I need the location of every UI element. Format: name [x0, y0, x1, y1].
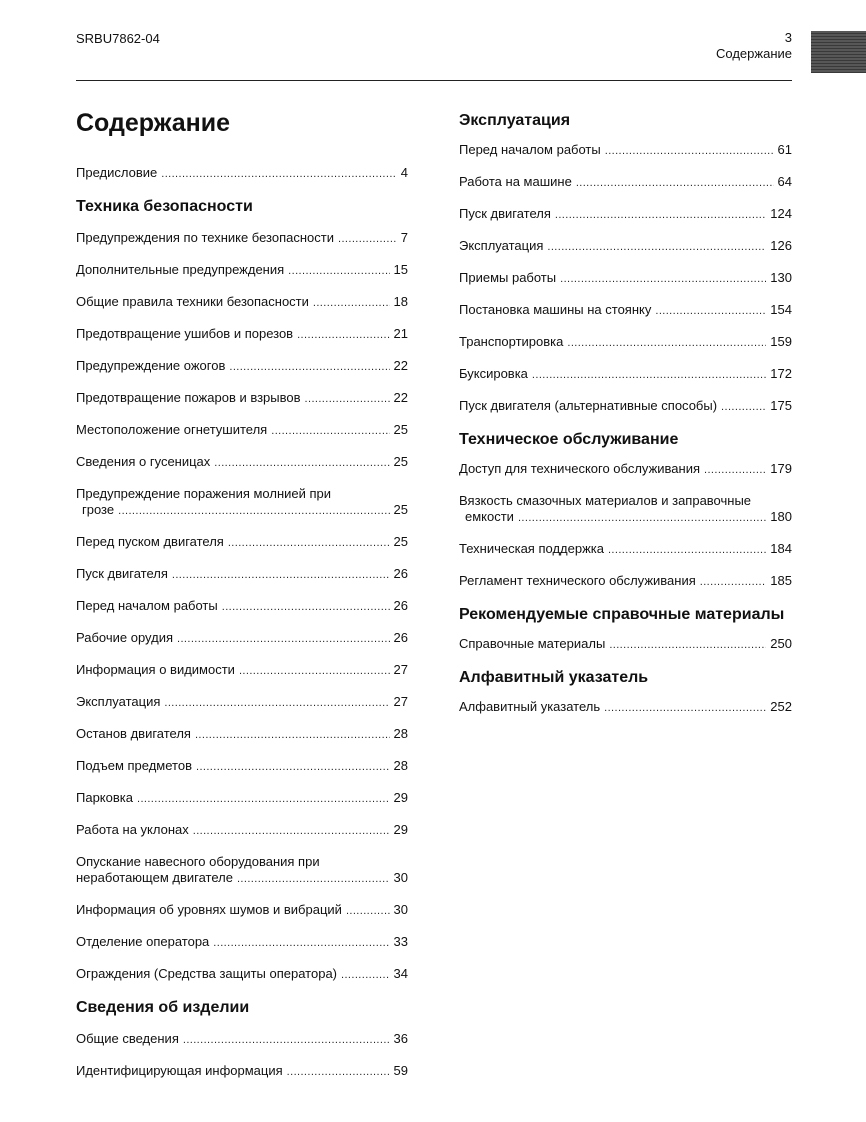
toc-entry[interactable]	[76, 422, 408, 439]
toc-entry[interactable]	[459, 270, 792, 287]
toc-entry[interactable]	[459, 699, 792, 716]
page-number: 3	[784, 30, 792, 45]
toc-entry-page: 130	[770, 270, 792, 285]
toc-entry[interactable]	[459, 461, 792, 478]
toc-entry-page: 27	[393, 662, 408, 677]
toc-entry-text: Техническая поддержка	[459, 541, 604, 556]
toc-entry-page: 184	[770, 541, 792, 556]
toc-entry[interactable]	[459, 493, 792, 526]
toc-entry-text: Информация об уровнях шумов и вибраций	[76, 902, 342, 917]
toc-entry-page: 22	[393, 390, 408, 405]
toc-entry[interactable]	[76, 326, 408, 343]
document-code: SRBU7862-04	[76, 31, 160, 46]
dot-leader	[576, 175, 774, 191]
toc-entry-text: Алфавитный указатель	[459, 699, 601, 714]
toc-entry-text: Дополнительные предупреждения	[76, 262, 285, 277]
toc-entry-page: 175	[770, 398, 792, 413]
toc-entry-text: Предупреждения по технике безопасности	[76, 230, 334, 245]
toc-list-product	[76, 1031, 408, 1080]
toc-entry-page: 25	[393, 534, 408, 549]
running-title: Содержание	[716, 46, 792, 61]
toc-entry-text: Перед пуском двигателя	[76, 534, 224, 549]
toc-entry-text: Отделение оператора	[76, 934, 210, 949]
toc-entry-page: 25	[393, 422, 408, 437]
toc-entry[interactable]	[76, 662, 408, 679]
toc-entry-text: Ограждения (Средства защиты оператора)	[76, 966, 338, 981]
toc-entry-page: 18	[393, 294, 408, 309]
section-heading-safety: Техника безопасности	[76, 198, 253, 215]
toc-list-reference	[459, 636, 792, 653]
toc-entry-text: Работа на машине	[459, 174, 572, 189]
toc-entry-text-line1: Предупреждение поражения молнией при	[76, 486, 332, 501]
toc-entry[interactable]	[76, 454, 408, 471]
dot-leader	[177, 631, 390, 647]
toc-entry-text-line2: грозе	[82, 502, 115, 517]
toc-entry-text: Парковка	[76, 790, 133, 805]
dot-leader	[700, 574, 767, 590]
toc-right-column	[459, 111, 792, 731]
toc-list-maintenance	[459, 461, 792, 590]
dot-leader	[704, 462, 766, 478]
toc-entry[interactable]	[459, 206, 792, 223]
toc-entry[interactable]	[76, 390, 408, 407]
header-divider	[76, 80, 792, 81]
toc-entry[interactable]	[76, 822, 408, 839]
toc-entry-page: 29	[393, 790, 408, 805]
toc-entry[interactable]	[76, 902, 408, 919]
dot-leader	[164, 695, 389, 711]
toc-entry[interactable]	[459, 636, 792, 653]
dot-leader	[567, 335, 766, 351]
toc-entry[interactable]	[76, 230, 408, 247]
dot-leader	[213, 935, 389, 951]
toc-entry-text: Предисловие	[76, 165, 158, 180]
toc-list-safety	[76, 230, 408, 983]
toc-entry-text: Буксировка	[459, 366, 528, 381]
dot-leader	[305, 391, 390, 407]
dot-leader	[287, 1064, 390, 1080]
toc-entry-page: 27	[393, 694, 408, 709]
toc-entry-page: 185	[770, 573, 792, 588]
dot-leader	[228, 535, 390, 551]
toc-entry[interactable]	[76, 1063, 408, 1080]
toc-entry-page: 26	[393, 598, 408, 613]
toc-entry[interactable]	[76, 694, 408, 711]
dot-leader	[555, 207, 766, 223]
toc-entry[interactable]	[459, 302, 792, 319]
toc-entry[interactable]	[76, 262, 408, 279]
toc-entry[interactable]	[459, 334, 792, 351]
toc-entry-text: Эксплуатация	[459, 238, 544, 253]
section-heading-index: Алфавитный указатель	[459, 669, 649, 686]
toc-entry[interactable]	[459, 238, 792, 255]
dot-leader	[609, 637, 766, 653]
toc-entry-text: Общие сведения	[76, 1031, 179, 1046]
toc-entry-text: Информация о видимости	[76, 662, 235, 677]
dot-leader	[172, 567, 390, 583]
toc-entry-text: Работа на уклонах	[76, 822, 189, 837]
dot-leader	[229, 359, 389, 375]
toc-entry-page: 25	[393, 502, 408, 517]
toc-entry-page: 22	[393, 358, 408, 373]
toc-entry-text: Подъем предметов	[76, 758, 192, 773]
toc-entry-page: 25	[393, 454, 408, 469]
toc-entry[interactable]	[76, 534, 408, 551]
toc-entry-text: Рабочие орудия	[76, 630, 174, 645]
toc-entry-page: 7	[400, 230, 408, 245]
toc-entry[interactable]	[76, 934, 408, 951]
toc-entry-page: 34	[393, 966, 408, 981]
dot-leader	[341, 967, 390, 983]
toc-entry[interactable]	[76, 1031, 408, 1048]
toc-entry-text: Пуск двигателя	[459, 206, 551, 221]
toc-entry-text: Предупреждение ожогов	[76, 358, 226, 373]
toc-entry-page: 154	[770, 302, 792, 317]
dot-leader	[338, 231, 397, 247]
toc-entry[interactable]	[76, 294, 408, 311]
toc-entry-page: 250	[770, 636, 792, 651]
toc-entry-text: Предотвращение ушибов и порезов	[76, 326, 294, 341]
toc-entry-page: 28	[393, 758, 408, 773]
dot-leader	[313, 295, 390, 311]
toc-entry[interactable]	[76, 854, 408, 887]
toc-list-operation	[459, 142, 792, 415]
toc-entry-text: Пуск двигателя (альтернативные способы)	[459, 398, 718, 413]
dot-leader	[161, 166, 397, 182]
toc-entry[interactable]	[459, 366, 792, 383]
toc-entry-page: 30	[393, 902, 408, 917]
toc-entry-page: 26	[393, 566, 408, 581]
toc-entry-page: 179	[770, 461, 792, 476]
toc-entry-text: Сведения о гусеницах	[76, 454, 211, 469]
toc-entry-page: 33	[393, 934, 408, 949]
toc-entry[interactable]	[76, 758, 408, 775]
toc-entry[interactable]	[459, 142, 792, 159]
toc-entry-page: 15	[393, 262, 408, 277]
toc-left-column	[76, 107, 408, 1095]
toc-entry-page: 180	[770, 509, 792, 524]
toc-entry-page: 36	[393, 1031, 408, 1046]
section-heading-operation: Эксплуатация	[459, 112, 571, 129]
dot-leader	[118, 503, 389, 519]
toc-entry-page: 64	[777, 174, 792, 189]
toc-entry-text: Общие правила техники безопасности	[76, 294, 309, 309]
toc-entry-text: Доступ для технического обслуживания	[459, 461, 701, 476]
dot-leader	[518, 510, 766, 526]
toc-entry-text: Транспортировка	[459, 334, 564, 349]
dot-leader	[655, 303, 766, 319]
toc-entry[interactable]	[76, 566, 408, 583]
dot-leader	[214, 455, 389, 471]
toc-entry-page: 59	[393, 1063, 408, 1078]
dot-leader	[547, 239, 766, 255]
dot-leader	[196, 759, 390, 775]
toc-entry-page: 4	[400, 165, 408, 180]
toc-entry-text: Перед началом работы	[76, 598, 218, 613]
dot-leader	[288, 263, 389, 279]
toc-entry-text: Постановка машины на стоянку	[459, 302, 652, 317]
toc-entry[interactable]	[76, 726, 408, 743]
toc-entry-text: Приемы работы	[459, 270, 557, 285]
toc-entry-page: 61	[777, 142, 792, 157]
section-heading-reference: Рекомендуемые справочные материалы	[459, 606, 785, 623]
toc-entry[interactable]	[76, 358, 408, 375]
toc-entry-text: Останов двигателя	[76, 726, 191, 741]
toc-entry-text: Местоположение огнетушителя	[76, 422, 268, 437]
dot-leader	[237, 871, 390, 887]
toc-entry[interactable]	[459, 398, 792, 415]
dot-leader	[195, 727, 390, 743]
toc-entry-page: 172	[770, 366, 792, 381]
toc-entry[interactable]	[459, 541, 792, 558]
toc-entry-text: Пуск двигателя	[76, 566, 168, 581]
toc-entry[interactable]	[76, 790, 408, 807]
toc-entry[interactable]	[459, 573, 792, 590]
dot-leader	[605, 143, 774, 159]
dot-leader	[239, 663, 390, 679]
dot-leader	[608, 542, 766, 558]
dot-leader	[193, 823, 390, 839]
dot-leader	[297, 327, 389, 343]
toc-entry[interactable]	[76, 630, 408, 647]
toc-entry-text-line1: Вязкость смазочных материалов и заправочные	[459, 493, 752, 508]
toc-entry-preface[interactable]	[76, 165, 408, 182]
page-title: Содержание	[76, 109, 231, 137]
toc-entry-page: 124	[770, 206, 792, 221]
toc-entry-text: Регламент технического обслуживания	[459, 573, 696, 588]
toc-entry-text-line2: емкости	[465, 509, 514, 524]
toc-entry-page: 126	[770, 238, 792, 253]
section-tab-marker	[811, 31, 866, 73]
toc-entry[interactable]	[76, 966, 408, 983]
dot-leader	[222, 599, 390, 615]
toc-entry-text: Перед началом работы	[459, 142, 601, 157]
toc-entry-page: 159	[770, 334, 792, 349]
toc-entry-text: Справочные материалы	[459, 636, 606, 651]
toc-entry-text-line2: неработающем двигателе	[76, 870, 233, 885]
dot-leader	[137, 791, 390, 807]
toc-entry[interactable]	[76, 598, 408, 615]
toc-entry-text-line1: Опускание навесного оборудования при	[76, 854, 320, 869]
toc-list-index	[459, 699, 792, 716]
toc-entry-text: Предотвращение пожаров и взрывов	[76, 390, 301, 405]
toc-entry-page: 26	[393, 630, 408, 645]
dot-leader	[346, 903, 390, 919]
toc-entry-page: 21	[393, 326, 408, 341]
dot-leader	[532, 367, 766, 383]
dot-leader	[560, 271, 766, 287]
toc-entry[interactable]	[459, 174, 792, 191]
toc-entry-page: 29	[393, 822, 408, 837]
section-heading-maintenance: Техническое обслуживание	[459, 431, 679, 448]
toc-entry-text: Идентифицирующая информация	[76, 1063, 283, 1078]
dot-leader	[721, 399, 766, 415]
dot-leader	[271, 423, 389, 439]
dot-leader	[604, 700, 766, 716]
toc-entry[interactable]	[76, 486, 408, 519]
toc-entry-page: 252	[770, 699, 792, 714]
section-heading-product: Сведения об изделии	[76, 999, 250, 1016]
toc-entry-page: 30	[393, 870, 408, 885]
toc-entry-text: Эксплуатация	[76, 694, 161, 709]
toc-entry-page: 28	[393, 726, 408, 741]
dot-leader	[183, 1032, 390, 1048]
